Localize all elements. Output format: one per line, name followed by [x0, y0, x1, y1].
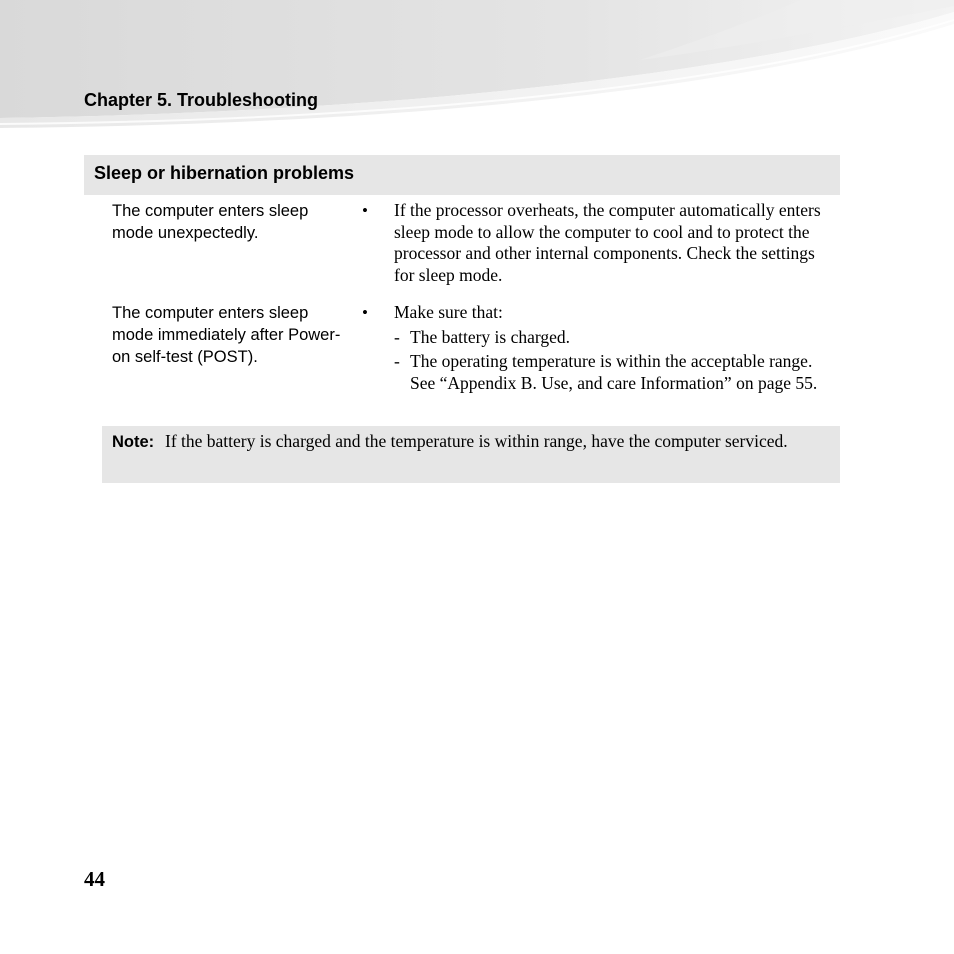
note-text: If the battery is charged and the temperature is within range, have the computer serviced. — [165, 431, 788, 451]
solution-sub-item — [394, 351, 834, 394]
solution-intro: Make sure that: — [394, 302, 503, 322]
solution-paragraph: If the processor overheats, the computer automatically enters sleep mode to allow the computer to cool and to protect the processor and other internal components. Check the settings for sleep mode. — [394, 200, 821, 285]
note-box — [102, 426, 840, 483]
dash-icon: - — [394, 351, 400, 371]
sub-item-text: The operating temperature is within the acceptable range. See “Appendix B. Use, and care Information” on page 55. — [410, 351, 818, 393]
chapter-title: Chapter 5. Troubleshooting — [84, 90, 319, 110]
header-swoosh-graphic — [0, 0, 954, 135]
bullet-icon: • — [362, 303, 368, 322]
section-header-bar — [84, 155, 840, 195]
problem-description: The computer enters sleep mode unexpectedly. — [112, 202, 309, 242]
problem-description: The computer enters sleep mode immediately after Power-on self-test (POST). — [112, 304, 341, 366]
solution-text — [394, 302, 834, 394]
note-label: Note: — [112, 433, 155, 451]
bullet-icon: • — [362, 201, 368, 220]
solution-sub-item — [394, 327, 834, 349]
dash-icon: - — [394, 326, 400, 347]
section-title: Sleep or hibernation problems — [94, 163, 355, 183]
sub-item-text: The battery is charged. — [410, 326, 571, 347]
solution-text — [394, 200, 834, 286]
page-number: 44 — [84, 867, 105, 891]
